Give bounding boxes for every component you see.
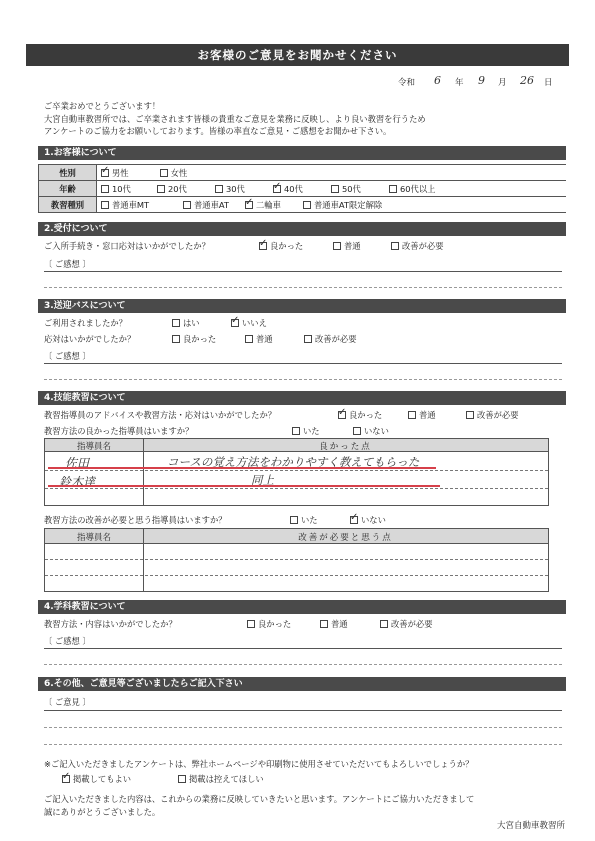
checkbox[interactable]	[247, 620, 255, 628]
reception-option-normal[interactable]: 普通	[333, 240, 361, 252]
comment-line[interactable]	[44, 648, 562, 649]
checkbox-checked[interactable]	[350, 516, 358, 524]
gender-options	[97, 165, 567, 181]
comment-line[interactable]	[44, 363, 562, 364]
improve-instructor-option-no[interactable]: ✓ いない	[350, 514, 386, 526]
row-label-gender: 性別	[39, 165, 97, 181]
option-age-20s[interactable]: 20代	[157, 183, 215, 195]
instructor-name-cell[interactable]: 鈴木達	[59, 475, 96, 489]
checkbox[interactable]	[391, 242, 399, 250]
checkbox[interactable]	[178, 775, 186, 783]
option-motorcycle[interactable]: ✓ 二輪車	[245, 199, 303, 211]
publish-option-allow[interactable]: ✓掲載してもよい	[62, 773, 131, 785]
instructor-name-cell[interactable]: 佐田	[65, 456, 90, 470]
closing-line: ご記入いただきました内容は、これからの業務に反映していきたいと思います。アンケートにご協力いただきまして	[44, 794, 475, 804]
checkbox[interactable]	[290, 516, 298, 524]
improve-instructor-question: 教習方法の改善が必要と思う指導員はいますか？	[44, 515, 227, 525]
section-other-comments-heading: 6.その他、ご意見等ございましたらご記入下さい	[38, 677, 566, 691]
good-instructor-option-yes[interactable]: いた	[292, 425, 320, 437]
checkbox[interactable]	[320, 620, 328, 628]
checkbox[interactable]	[172, 319, 180, 327]
bus-usage-option-yes[interactable]: はい	[172, 317, 200, 329]
checkbox[interactable]	[380, 620, 388, 628]
checkbox-checked[interactable]	[273, 185, 281, 193]
intro-line: ご卒業おめでとうございます！	[44, 101, 161, 111]
col-header-instructor-name: 指導員名	[76, 442, 111, 452]
checkbox[interactable]	[160, 169, 168, 177]
section-shuttle-bus-heading: 3.送迎バスについて	[38, 299, 566, 313]
bus-usage-option-no[interactable]: ✓ いいえ	[231, 317, 267, 329]
row-label-age: 年齢	[39, 181, 97, 197]
other-comment-label: 〔 ご意見 〕	[44, 697, 91, 707]
option-age-30s[interactable]: 30代	[215, 183, 273, 195]
section-reception-heading: 2.受付について	[38, 222, 566, 236]
instructor-advice-option-normal[interactable]: 普通	[408, 409, 436, 421]
bus-comment-label: 〔 ご感想 〕	[44, 351, 91, 361]
good-point-cell[interactable]: 同上	[251, 473, 274, 487]
option-manual-car[interactable]: 普通車MT	[101, 199, 183, 211]
checkbox[interactable]	[157, 185, 165, 193]
option-at-limit-removal[interactable]: 普通車AT限定解除	[303, 199, 423, 211]
option-age-10s[interactable]: 10代	[101, 183, 157, 195]
red-highlight-line	[48, 485, 440, 487]
col-header-instructor-name: 指導員名	[76, 533, 111, 543]
improve-instructor-table	[44, 528, 549, 592]
checkbox[interactable]	[101, 201, 109, 209]
checkbox-checked[interactable]	[259, 242, 267, 250]
date-year-unit: 年	[455, 78, 464, 88]
bus-usage-question: ご利用されましたか？	[44, 318, 127, 328]
date-era: 令和	[398, 78, 416, 88]
option-age-50s[interactable]: 50代	[331, 183, 389, 195]
checkbox[interactable]	[408, 411, 416, 419]
section-customer-heading: 1.お客様について	[38, 146, 566, 160]
instructor-advice-option-needs-improvement[interactable]: 改善が必要	[466, 409, 519, 421]
intro-text	[44, 100, 564, 138]
red-highlight-line	[48, 467, 436, 469]
classroom-comment-label: 〔 ご感想 〕	[44, 636, 91, 646]
comment-line[interactable]	[44, 710, 562, 711]
checkbox-checked[interactable]	[231, 319, 239, 327]
intro-line: 大宮自動車教習所では、ご卒業されます皆様の貴重なご意見を業務に反映し、より良い教習を行うため	[44, 113, 426, 124]
reception-question: ご入所手続き・窓口応対はいかがでしたか？	[44, 241, 210, 251]
comment-line[interactable]	[44, 744, 562, 745]
date-day-value[interactable]: 26	[520, 74, 534, 87]
reception-comment-label: 〔 ご感想 〕	[44, 259, 91, 269]
checkbox[interactable]	[172, 335, 180, 343]
classroom-option-good[interactable]: 良かった	[247, 618, 291, 630]
checkbox-checked[interactable]	[245, 201, 253, 209]
publish-permission-question: ※ご記入いただきましたアンケートは、弊社ホームページや印刷物に使用させていただいてもよろしいでしょうか？	[44, 759, 474, 769]
good-instructor-option-no[interactable]: いない	[353, 425, 389, 437]
bus-service-option-good[interactable]: 良かった	[172, 333, 216, 345]
classroom-question: 教習方法・内容はいかがでしたか？	[44, 619, 177, 629]
publish-option-decline[interactable]: 掲載は控えてほしい	[178, 773, 264, 785]
good-point-cell[interactable]: コースの覚え方法をわかりやすく教えてもらった	[167, 455, 420, 469]
checkbox[interactable]	[245, 335, 253, 343]
bus-service-option-normal[interactable]: 普通	[245, 333, 273, 345]
age-options	[97, 181, 567, 197]
checkbox[interactable]	[101, 185, 109, 193]
checkbox[interactable]	[331, 185, 339, 193]
checkbox[interactable]	[215, 185, 223, 193]
instructor-advice-option-good[interactable]: ✓ 良かった	[338, 409, 382, 421]
checkbox[interactable]	[389, 185, 397, 193]
checkbox[interactable]	[333, 242, 341, 250]
closing-message	[44, 793, 564, 818]
reception-option-needs-improvement[interactable]: 改善が必要	[391, 240, 444, 252]
checkbox[interactable]	[183, 201, 191, 209]
section-skills-training-heading: 4.技能教習について	[38, 391, 566, 405]
checkbox-checked[interactable]	[338, 411, 346, 419]
comment-line[interactable]	[44, 664, 562, 665]
improve-instructor-option-yes[interactable]: いた	[290, 514, 318, 526]
reception-option-good[interactable]: ✓ 良かった	[259, 240, 303, 252]
form-title: お客様のご意見をお聞かせください	[26, 44, 569, 66]
date-year-value[interactable]: 6	[434, 74, 441, 87]
row-label-course-type: 教習種別	[39, 197, 97, 213]
customer-info-table	[38, 164, 566, 213]
date-line	[0, 76, 560, 90]
option-age-40s[interactable]: ✓ 40代	[273, 183, 331, 195]
option-female[interactable]: 女性	[160, 167, 220, 179]
good-instructor-question: 教習方法の良かった指導員はいますか？	[44, 426, 194, 436]
checkbox[interactable]	[292, 427, 300, 435]
date-month-unit: 月	[498, 78, 507, 88]
classroom-option-normal[interactable]: 普通	[320, 618, 348, 630]
col-header-good-points: 良かった点	[319, 442, 372, 452]
col-header-improvement-points: 改善が必要と思う点	[298, 533, 393, 543]
comment-line[interactable]	[44, 271, 562, 272]
checkbox[interactable]	[466, 411, 474, 419]
bus-service-option-needs-improvement[interactable]: 改善が必要	[304, 333, 357, 345]
date-day-unit: 日	[544, 78, 553, 88]
comment-line[interactable]	[44, 287, 562, 288]
classroom-option-needs-improvement[interactable]: 改善が必要	[380, 618, 433, 630]
bus-service-question: 応対はいかがでしたか？	[44, 334, 136, 344]
checkbox[interactable]	[303, 201, 311, 209]
section-classroom-training-heading: 4.学科教習について	[38, 600, 566, 614]
closing-line: 誠にありがとうございました。	[44, 806, 161, 817]
course-type-options	[97, 197, 567, 213]
intro-line: アンケートのご協力をお願いしております。皆様の率直なご意見・ご感想をお聞かせ下さい。	[44, 126, 392, 136]
option-age-60s-plus[interactable]: 60代以上	[389, 183, 459, 195]
school-name: 大宮自動車教習所	[496, 821, 565, 831]
checkbox-checked[interactable]	[101, 169, 109, 177]
instructor-advice-question: 教習指導員のアドバイスや教習方法・応対はいかがでしたか？	[44, 410, 277, 420]
option-male[interactable]: ✓ 男性	[101, 167, 157, 179]
good-instructor-table	[44, 438, 549, 506]
checkbox-checked[interactable]	[62, 775, 70, 783]
checkbox[interactable]	[304, 335, 312, 343]
comment-line[interactable]	[44, 379, 562, 380]
comment-line[interactable]	[44, 727, 562, 728]
checkbox[interactable]	[353, 427, 361, 435]
date-month-value[interactable]: 9	[478, 74, 485, 87]
option-auto-car[interactable]: 普通車AT	[183, 199, 245, 211]
